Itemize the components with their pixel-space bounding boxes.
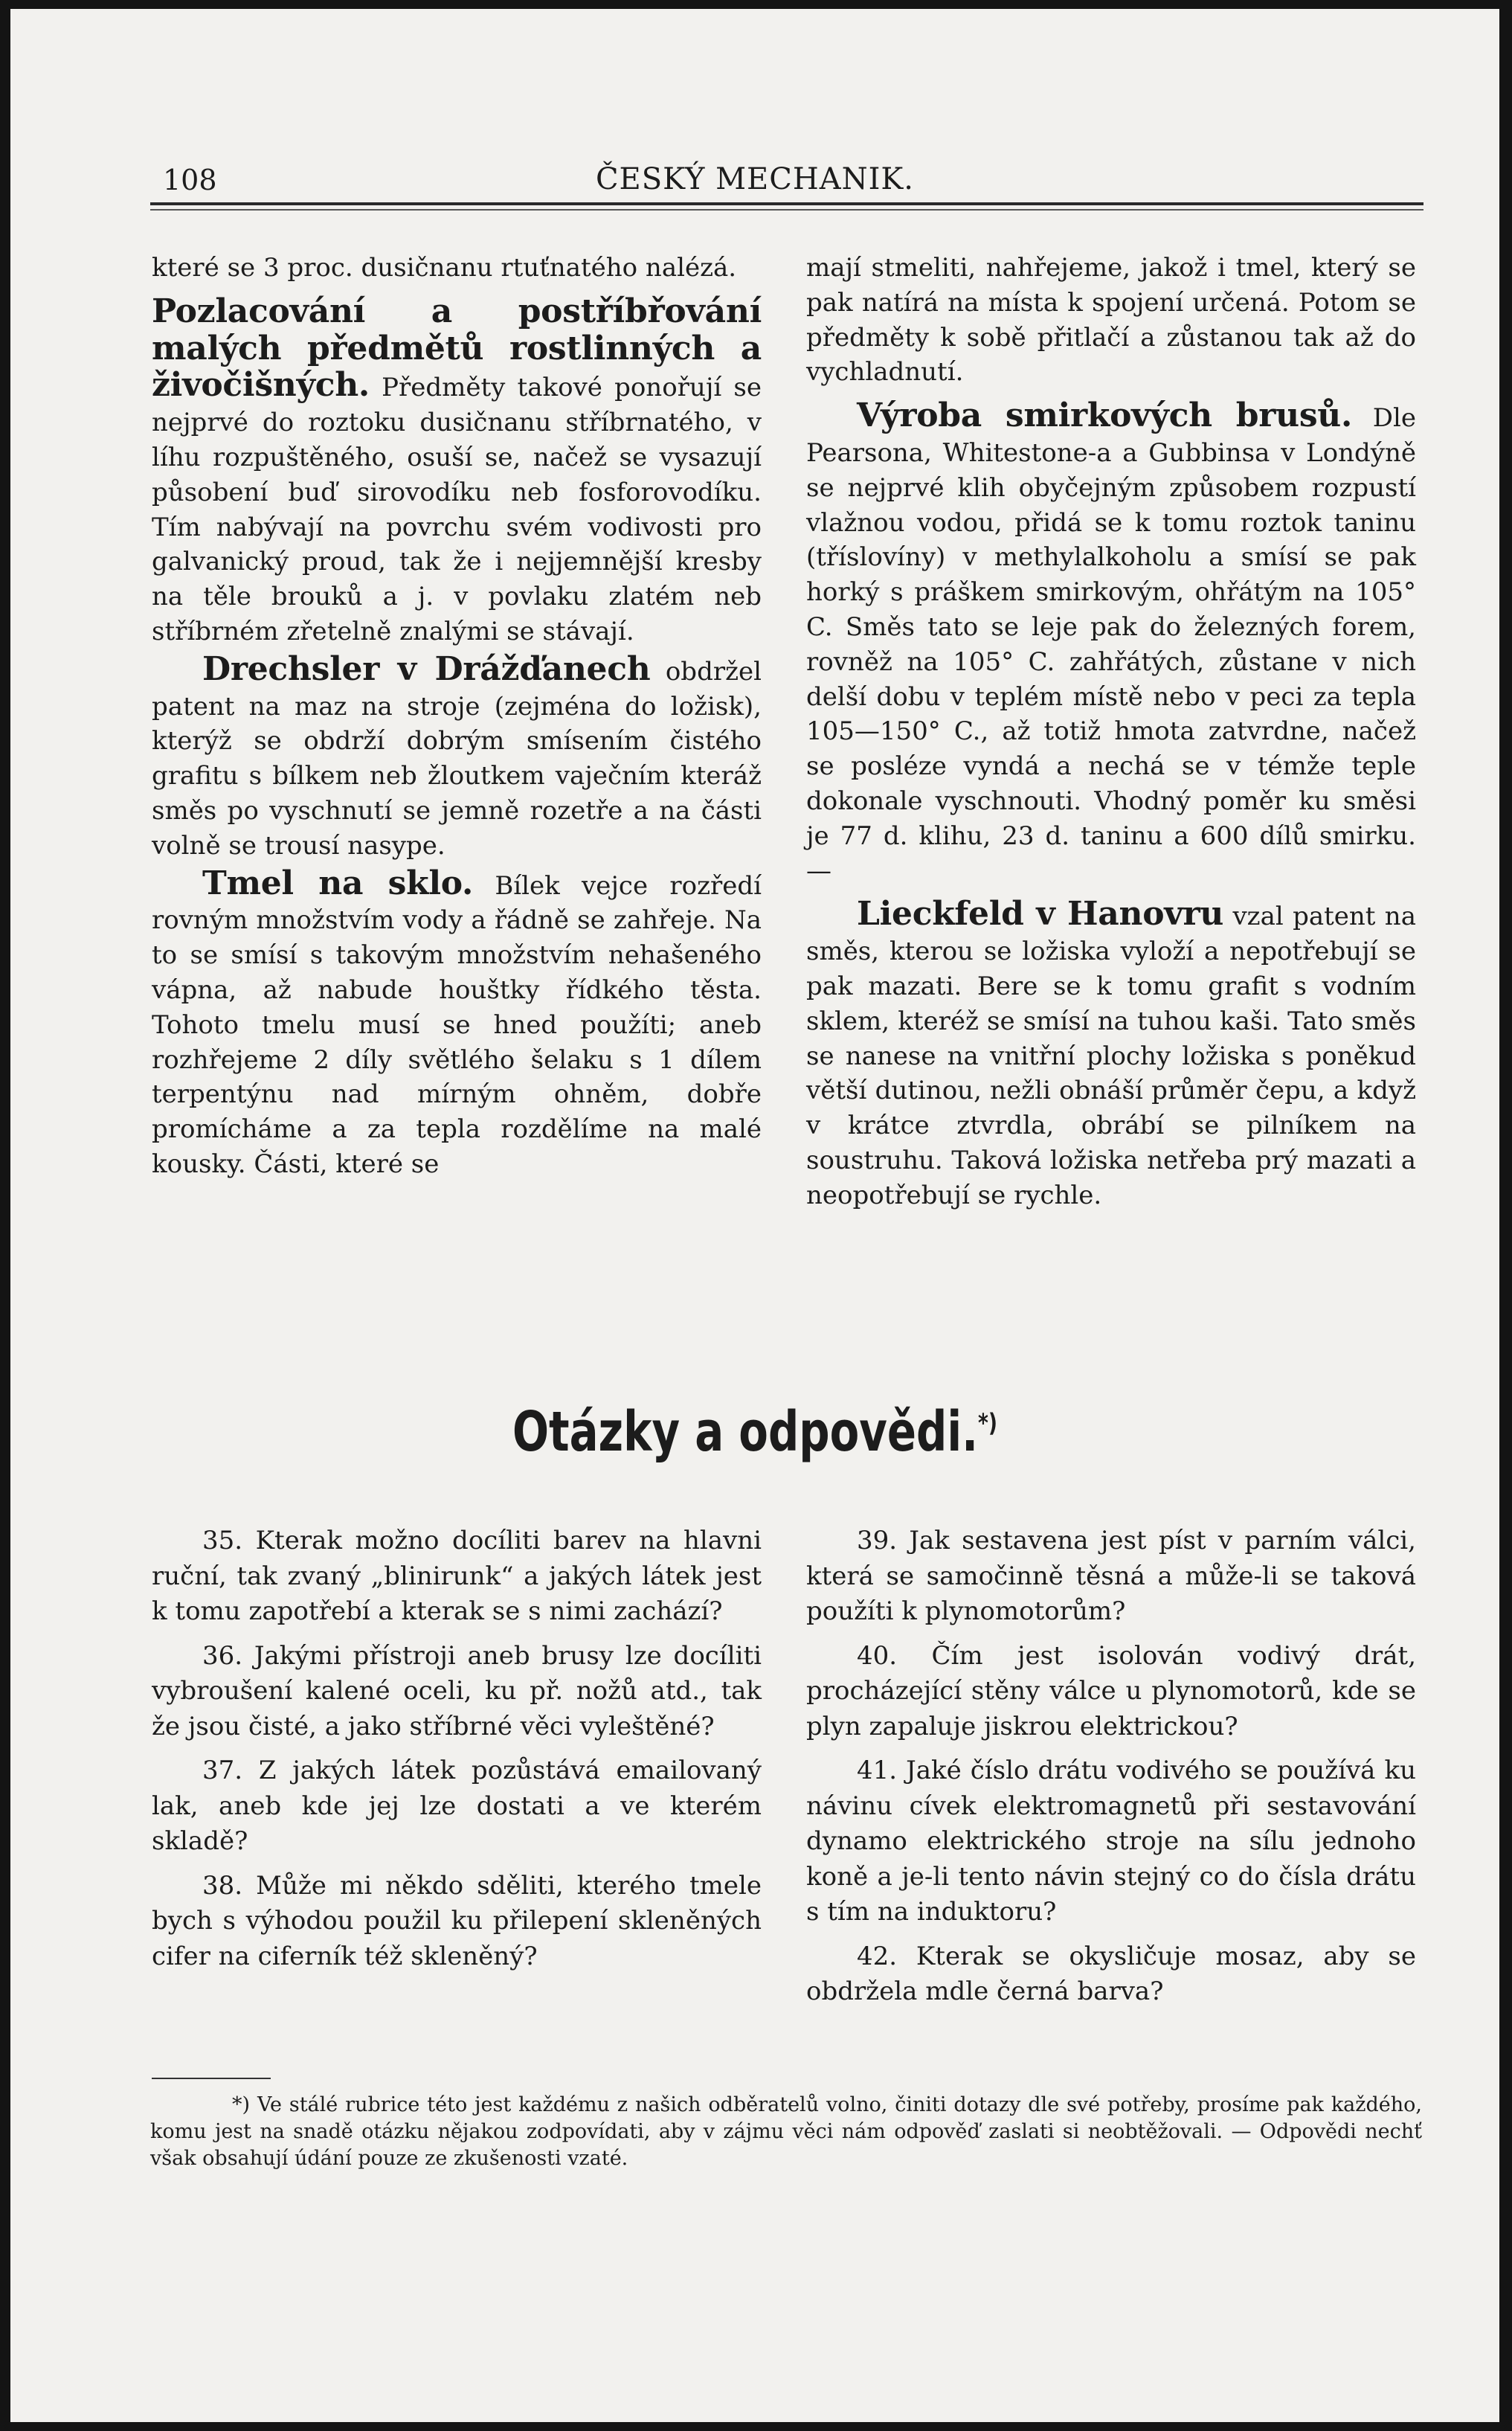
header-rule-thin (150, 209, 1423, 211)
question-item: 38. Může mi někdo sděliti, kterého tmele bych s výhodou použil ku přilepení skleněných cifer na ciferník též skleněný? (152, 1870, 762, 1971)
paragraph-lead: Drechsler v Drážďanech (202, 649, 651, 688)
paragraph-lead: Tmel na sklo. (202, 864, 474, 902)
footnote-mark: *) (232, 2093, 251, 2116)
paragraph-lead: Pozlacování a postříbřování malých předmětů rostlinných a živočišných. (152, 292, 762, 405)
footnote-text: Ve stálé rubrice této jest každému z našich odběratelů volno, činiti dotazy dle své potřeby, prosíme pak každého, komu jest na snadě otázku nějakou zodpovídati, aby v zájmu věci nám odpověď zaslati si neobtěžovali. — Odpovědi nechť však obsahují údání pouze ze zkušenosti vzaté. (150, 2093, 1422, 2170)
paragraph (152, 251, 762, 286)
page-number: 108 (163, 164, 217, 196)
question-item: 41. Jaké číslo drátu vodivého se používá ku návinu cívek elektromagnetů při sestavování dynamo elektrického stroje na sílu jednoho koně a je-li tento návin stejný co do čísla drátu s tím na induktoru? (806, 1756, 1416, 1927)
question-item: 36. Jakými přístroji aneb brusy lze docíliti vybroušení kalené oceli, ku př. nožů atd., tak že jsou čisté, a jako stříbrné věci vyleštěné? (152, 1640, 762, 1741)
paragraph (152, 649, 762, 864)
paragraph-lead: Výroba smirkových brusů. (857, 396, 1353, 435)
header-rule (150, 202, 1423, 205)
footnote-paragraph (150, 2092, 1422, 2172)
paragraph-text: mají stmeliti, nahřejeme, jakož i tmel, který se pak natírá na místa k spojení určená. Potom se předměty k sobě přitlačí a zůstanou tak až do vychladnutí. (806, 253, 1416, 388)
left-column (152, 251, 762, 1182)
section-title-text: Otázky a odpovědi. (512, 1400, 979, 1464)
footnote-mark: *) (978, 1408, 998, 1439)
question-item: 35. Kterak možno docíliti barev na hlavni ruční, tak zvaný „blinirunk“ a jakých látek jest k tomu zapotřebí a kterak se s nimi zachází? (152, 1526, 762, 1626)
questions-right (806, 1523, 1416, 2010)
paragraph-text: Dle Pearsona, Whitestone-a a Gubbinsa v Londýně se nejprvé klih obyčejným způsobem rozpustí vlažnou vodou, přidá se k tomu roztok taninu (tříslovíny) v methylalkoholu a smísí se pak horký s práškem smirkovým, ohřátým na 105° C. Směs tato se leje pak do železných forem, rovněž na 105° C. zahřátých, zůstane v nich delší dobu v teplém místě nebo v peci za tepla 105—150° C., až totiž hmota zatvrdne, načež se posléze vyndá a nechá se v témže teple dokonale vyschnouti. Vhodný poměr ku směsi je 77 d. klihu, 23 d. taninu a 600 dílů smirku. — (806, 403, 1417, 886)
section-title (174, 1400, 1336, 1464)
question-item: 42. Kterak se okysličuje mosaz, aby se obdržela mdle černá barva? (806, 1941, 1416, 2006)
question-item: 39. Jak sestavena jest píst v parním válci, která se samočinně těsná a může-li se taková použíti k plynomotorům? (806, 1526, 1416, 1626)
questions-left (152, 1523, 762, 1974)
paragraph (152, 292, 762, 649)
paragraph (806, 396, 1417, 888)
footnote-rule (152, 2078, 271, 2079)
paragraph-text: Předměty takové ponořují se nejprvé do roztoku dusičnanu stříbrnatého, v líhu rozpuštěného, osuší se, načež se vysazují působení buď sirovodíku neb fosforovodíku. Tím nabývají na povrchu svém vodivosti pro galvanický proud, tak že i nejjemnější kresby na těle brouků a j. v povlaku zlatém neb stříbrném zřetelně znalými se stávají. (152, 373, 762, 646)
paragraph-text: Bílek vejce rozředí rovným množstvím vody a řádně se zahřeje. Na to se smísí s takovým množstvím nehašeného vápna, až nabude houštky řídkého těsta. Tohoto tmelu musí se hned použíti; aneb rozhřejeme 2 díly světlého šelaku s 1 dílem terpentýnu nad mírným ohněm, dobře promícháme a za tepla rozdělíme na malé kousky. Části, které se (152, 870, 762, 1179)
page (10, 9, 1499, 2422)
question-item: 40. Čím jest isolován vodivý drát, procházející stěny válce u plynomotorů, kde se plyn zapaluje jiskrou elektrickou? (806, 1640, 1416, 1741)
paragraph (806, 897, 1416, 1213)
right-column (806, 251, 1416, 1213)
question-item: 37. Z jakých látek pozůstává emailovaný lak, aneb kde jej lze dostati a ve kterém skladě? (152, 1756, 762, 1856)
paragraph-text: které se 3 proc. dusičnanu rtuťnatého nalézá. (152, 253, 737, 283)
paragraph (806, 251, 1416, 390)
paragraph-text: obdržel patent na maz na stroje (zejména do ložisk), kterýž se obdrží dobrým smísením čistého grafitu s bílkem neb žloutkem vaječním kteráž směs po vyschnutí se jemně rozetře a na části volně se trousí nasype. (152, 656, 762, 861)
paragraph-lead: Lieckfeld v Hanovru (857, 895, 1224, 934)
paragraph (152, 864, 762, 1182)
paragraph-text: vzal patent na směs, kterou se ložiska vyloží a nepotřebují se pak mazati. Bere se k tomu grafit s vodním sklem, kteréž se smísí na tuhou kaši. Tato směs se nanese na vnitřní plochy ložiska s poněkud větší dutinou, nežli obnáší průměr čepu, a když v krátce ztvrdla, obrábí se pilníkem na soustruhu. Taková ložiska netřeba prý mazati a neopotřebují se rychle. (806, 902, 1416, 1210)
footnote (150, 2092, 1422, 2172)
journal-title: ČESKÝ MECHANIK. (595, 162, 915, 196)
